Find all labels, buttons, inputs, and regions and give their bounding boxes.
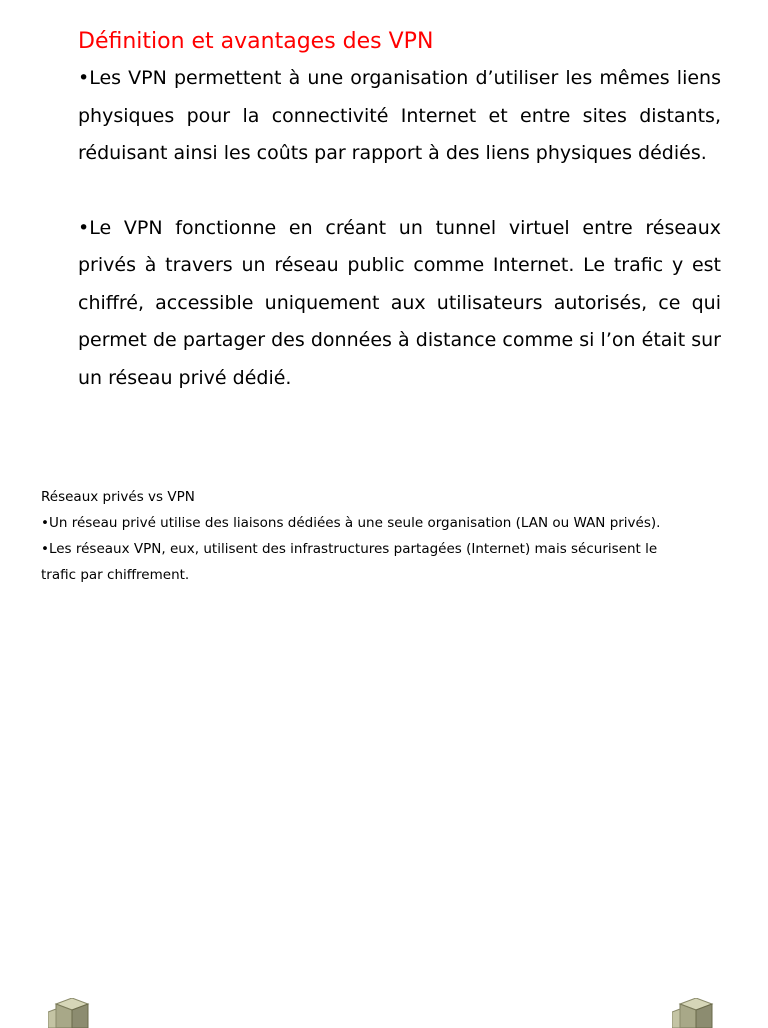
paragraph-vpn-tunnel: •Le VPN fonctionne en créant un tunnel virtuel entre réseaux privés à travers un réseau public comme Internet. Le trafic y est chiffré, accessible uniquement aux utilisateurs autorisés, ce qui permet de partager des données à distance comme si l’on était sur un réseau privé dédié. [78,216,721,389]
main-section [78,26,721,397]
page-title: Définition et avantages des VPN [78,29,434,54]
list-item: •Les réseaux VPN, eux, utilisent des infrastructures partagées (Internet) mais sécurisent le trafic par chiffrement. [41,541,658,583]
list-item: •Un réseau privé utilise des liaisons dédiées à une seule organisation (LAN ou WAN privés). [41,515,661,531]
paragraph-vpn-benefits: •Les VPN permettent à une organisation d’utiliser les mêmes liens physiques pour la connectivité Internet et entre sites distants, réduisant ainsi les coûts par rapport à des liens physiques dédiés. [78,67,721,164]
secondary-section [41,484,686,588]
section-subtitle: Réseaux privés vs VPN [41,489,195,505]
paragraph-spacer [78,173,721,210]
